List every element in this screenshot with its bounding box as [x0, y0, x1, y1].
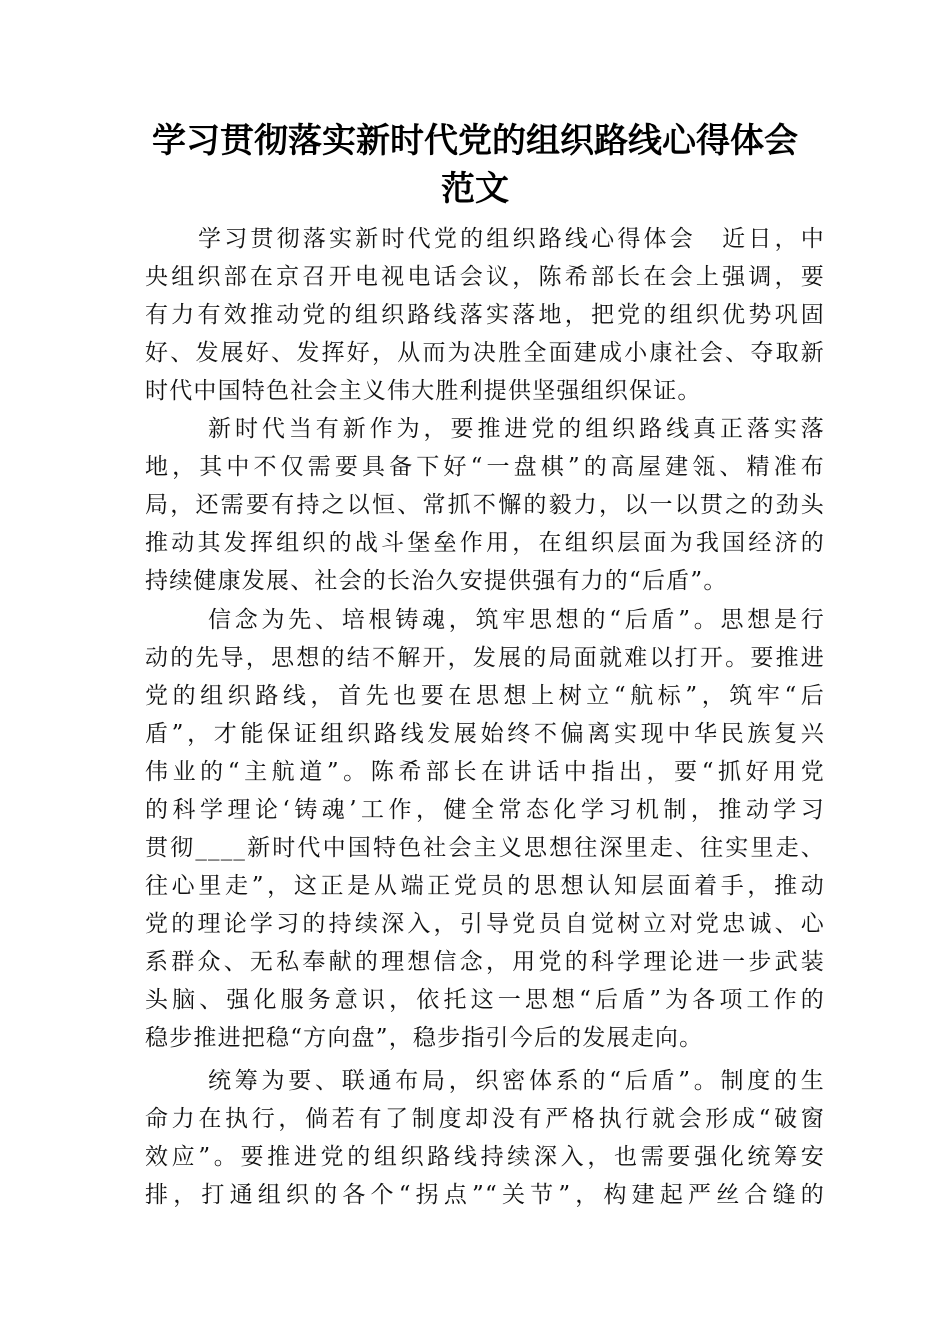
paragraph-3-line-1: 信念为先、培根铸魂，筑牢思想的“后盾”。思想是行	[208, 607, 825, 633]
paragraph-3-line-6: 的科学理论‘铸魂’工作，健全常态化学习机制，推动学习	[145, 797, 825, 823]
paragraph-1-line-4: 好、发展好、发挥好，从而为决胜全面建成小康社会、夺取新	[145, 340, 825, 366]
paragraph-3-line-3: 党的组织路线，首先也要在思想上树立“航标”，筑牢“后	[145, 683, 825, 709]
paragraph-3-line-9: 党的理论学习的持续深入，引导党员自觉树立对党忠诚、心	[145, 911, 825, 937]
paragraph-1-line-3: 有力有效推动党的组织路线落实落地，把党的组织优势巩固	[145, 302, 825, 328]
paragraph-2-line-3: 局，还需要有持之以恒、常抓不懈的毅力，以一以贯之的劲头	[145, 492, 825, 518]
paragraph-3-line-2: 动的先导，思想的结不解开，发展的局面就难以打开。要推进	[145, 645, 825, 671]
paragraph-4-line-4: 排，打通组织的各个“拐点”“关节”，构建起严丝合缝的	[145, 1182, 825, 1208]
paragraph-2-line-1: 新时代当有新作为，要推进党的组织路线真正落实落	[208, 416, 825, 442]
paragraph-2-line-4: 推动其发挥组织的战斗堡垒作用，在组织层面为我国经济的	[145, 530, 825, 556]
paragraph-3-line-11: 头脑、强化服务意识，依托这一思想“后盾”为各项工作的	[145, 987, 825, 1013]
paragraph-1-line-1: 学习贯彻落实新时代党的组织路线心得体会 近日，中	[198, 226, 825, 252]
paragraph-3-line-12: 稳步推进把稳“方向盘”，稳步指引今后的发展走向。	[145, 1025, 704, 1051]
paragraph-3-line-4: 盾”，才能保证组织路线发展始终不偏离实现中华民族复兴	[145, 721, 825, 747]
paragraph-3-line-5: 伟业的“主航道”。陈希部长在讲话中指出，要“抓好用党	[145, 759, 825, 785]
paragraph-2-line-2: 地，其中不仅需要具备下好“一盘棋”的高屋建瓴、精准布	[145, 454, 825, 480]
paragraph-1-line-5: 时代中国特色社会主义伟大胜利提供坚强组织保证。	[145, 378, 702, 404]
document-title-line-1: 学习贯彻落实新时代党的组织路线心得体会	[152, 121, 798, 161]
paragraph-2-line-5: 持续健康发展、社会的长治久安提供强有力的“后盾”。	[145, 568, 728, 594]
paragraph-1-line-2: 央组织部在京召开电视电话会议，陈希部长在会上强调，要	[145, 264, 825, 290]
paragraph-4-line-1: 统筹为要、联通布局，织密体系的“后盾”。制度的生	[208, 1068, 825, 1094]
paragraph-4-line-2: 命力在执行，倘若有了制度却没有严格执行就会形成“破窗	[145, 1106, 825, 1132]
paragraph-3-line-10: 系群众、无私奉献的理想信念，用党的科学理论进一步武装	[145, 949, 825, 975]
paragraph-3-line-7: 贯彻____新时代中国特色社会主义思想往深里走、往实里走、	[145, 835, 825, 861]
paragraph-3-line-8: 往心里走”，这正是从端正党员的思想认知层面着手，推动	[145, 873, 825, 899]
document-title-line-2: 范文	[441, 169, 509, 209]
paragraph-4-line-3: 效应”。要推进党的组织路线持续深入，也需要强化统筹安	[145, 1144, 825, 1170]
